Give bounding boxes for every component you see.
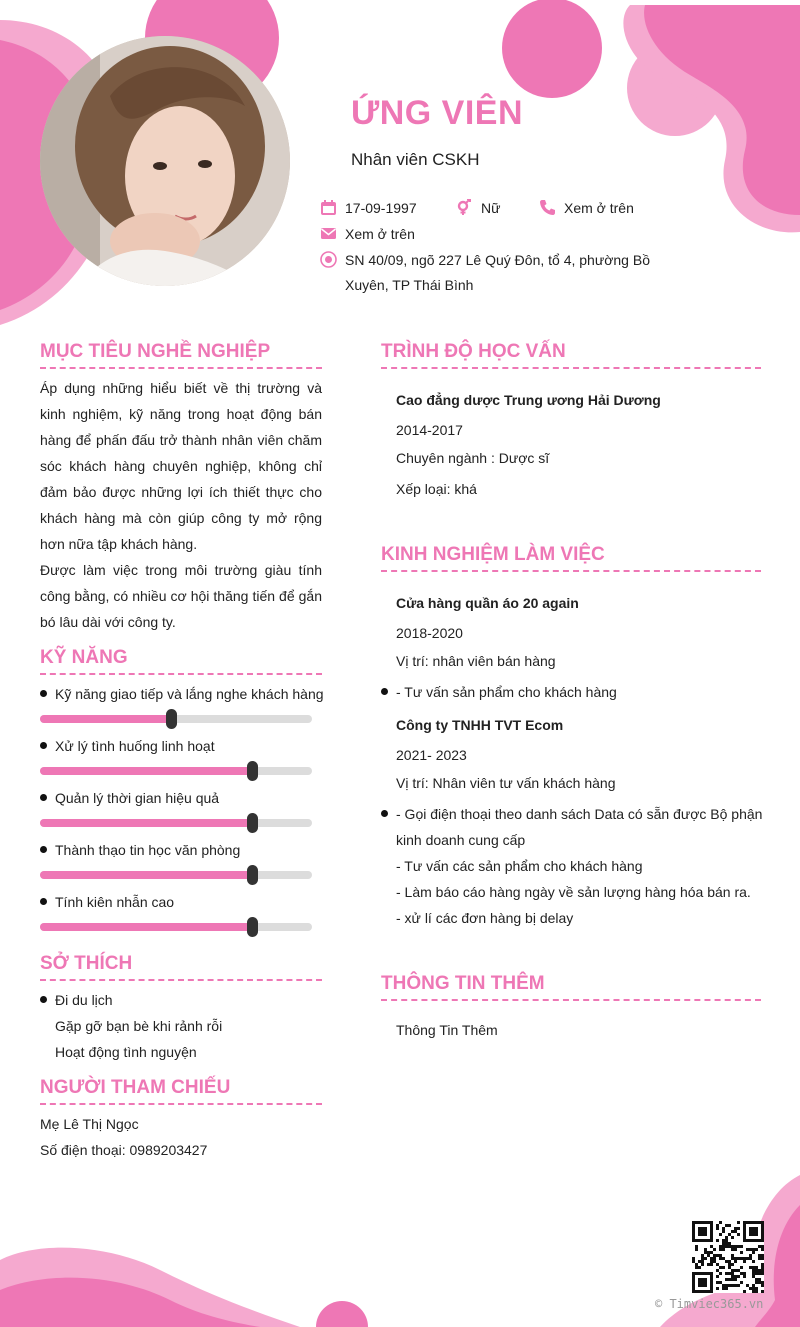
decor-blob-bottom-left (0, 1230, 380, 1327)
email-row (320, 225, 415, 242)
gender-value: Nữ (481, 199, 501, 216)
skill-label: Tính kiên nhẫn cao (55, 894, 175, 910)
additional-divider (381, 999, 761, 1001)
job-1-company: Cửa hàng quần áo 20 again (396, 595, 579, 611)
job-2-period: 2021- 2023 (396, 747, 467, 763)
skill-level-fill (40, 923, 252, 931)
skill-level-bar (40, 871, 312, 879)
skill-label: Thành thạo tin học văn phòng (55, 842, 241, 858)
education-title: TRÌNH ĐỘ HỌC VẤN (381, 341, 566, 362)
address-row (320, 251, 650, 268)
job-2-duty-2: kinh doanh cung cấp (396, 832, 526, 848)
hobby-item-1: Đi du lịch (55, 992, 113, 1008)
qr-code (692, 1221, 764, 1293)
hobby-item-3: Hoạt động tình nguyện (55, 1044, 197, 1060)
gender-row (456, 199, 500, 216)
job-1-duty-1: - Tư vấn sản phẩm cho khách hàng (396, 684, 617, 700)
skill-level-handle (247, 813, 258, 833)
skill-level-fill (40, 819, 252, 827)
skill-label: Xử lý tình huống linh hoạt (55, 738, 215, 754)
skills-divider (40, 673, 322, 675)
job-1-period: 2018-2020 (396, 625, 463, 641)
skill-level-fill (40, 767, 252, 775)
references-title: NGƯỜI THAM CHIẾU (40, 1077, 231, 1098)
job-2-duty-bullet (381, 810, 388, 817)
additional-content: Thông Tin Thêm (396, 1022, 498, 1038)
birthday-row (320, 199, 417, 216)
mail-icon (320, 225, 337, 242)
skill-bullet (40, 690, 47, 697)
skill-level-bar (40, 767, 312, 775)
email-value: Xem ở trên (345, 225, 415, 242)
skill-label: Quản lý thời gian hiệu quả (55, 790, 220, 806)
job-2-role: Vị trí: Nhân viên tư vấn khách hàng (396, 775, 616, 791)
experience-divider (381, 570, 761, 572)
career-goal-paragraph-1: Áp dụng những hiểu biết về thị trường và kinh nghiệm, kỹ năng trong hoạt động bán hàng để phấn đấu trở thành nhân viên chăm sóc khách hàng chuyên nghiệp, không chỉ đảm bảo được những lợi ích thiết thực cho khách hàng mà còn giúp công ty mở rộng hơn nữa tập khách hàng. (40, 380, 322, 552)
skill-level-handle (247, 761, 258, 781)
gender-icon (456, 199, 473, 216)
career-goal-title: MỤC TIÊU NGHỀ NGHIỆP (40, 341, 271, 362)
hobby-item-2: Gặp gỡ bạn bè khi rảnh rỗi (55, 1018, 223, 1034)
skill-level-bar (40, 819, 312, 827)
education-grade: Xếp loại: khá (396, 481, 477, 497)
calendar-icon (320, 199, 337, 216)
education-period: 2014-2017 (396, 422, 463, 438)
skill-level-handle (166, 709, 177, 729)
education-major: Chuyên ngành : Dược sĩ (396, 450, 550, 466)
job-2-duty-3: - Tư vấn các sản phẩm cho khách hàng (396, 858, 643, 874)
reference-name: Mẹ Lê Thị Ngọc (40, 1116, 139, 1132)
skill-bullet (40, 846, 47, 853)
skill-bullet (40, 794, 47, 801)
hobbies-divider (40, 979, 322, 981)
phone-value: Xem ở trên (564, 199, 634, 216)
birthday-value: 17-09-1997 (345, 199, 417, 216)
skills-title: KỸ NĂNG (40, 647, 128, 668)
hobby-bullet (40, 996, 47, 1003)
skill-label: Kỹ năng giao tiếp và lắng nghe khách hàng (55, 686, 324, 702)
job-2-duty-4: - Làm báo cáo hàng ngày về sản lượng hàng hóa bán ra. (396, 884, 751, 900)
skill-level-fill (40, 715, 171, 723)
education-divider (381, 367, 761, 369)
candidate-position: Nhân viên CSKH (351, 150, 480, 169)
skill-level-fill (40, 871, 252, 879)
career-goal-paragraph-2: Được làm việc trong môi trường giàu tính công bằng, có nhiều cơ hội thăng tiến để gắn bó lâu dài với công ty. (40, 562, 322, 630)
reference-phone: Số điện thoại: 0989203427 (40, 1142, 208, 1158)
education-school: Cao đẳng dược Trung ương Hải Dương (396, 392, 661, 408)
job-2-duty-1: - Gọi điện thoại theo danh sách Data có sẵn được Bộ phận (396, 806, 763, 822)
job-1-role: Vị trí: nhân viên bán hàng (396, 653, 556, 669)
additional-title: THÔNG TIN THÊM (381, 973, 545, 994)
job-1-duty-bullet (381, 688, 388, 695)
skill-bullet (40, 742, 47, 749)
references-divider (40, 1103, 322, 1105)
avatar (40, 36, 290, 286)
job-2-company: Công ty TNHH TVT Ecom (396, 717, 564, 733)
hobbies-title: SỞ THÍCH (40, 953, 133, 974)
experience-title: KINH NGHIỆM LÀM VIỆC (381, 544, 605, 565)
skill-level-handle (247, 917, 258, 937)
copyright-text: © Timviec365.vn (655, 1297, 764, 1311)
skill-bullet (40, 898, 47, 905)
job-2-duty-5: - xử lí các đơn hàng bị delay (396, 910, 574, 926)
location-icon (320, 251, 337, 268)
phone-icon (539, 199, 556, 216)
address-line2: Xuyên, TP Thái Bình (345, 277, 474, 293)
candidate-name: ỨNG VIÊN (351, 94, 524, 132)
skill-level-bar (40, 923, 312, 931)
skill-level-handle (247, 865, 258, 885)
career-goal-divider (40, 367, 322, 369)
phone-row (539, 199, 634, 216)
address-line1: SN 40/09, ngõ 227 Lê Quý Đôn, tổ 4, phường Bồ (345, 251, 650, 268)
skill-level-bar (40, 715, 312, 723)
